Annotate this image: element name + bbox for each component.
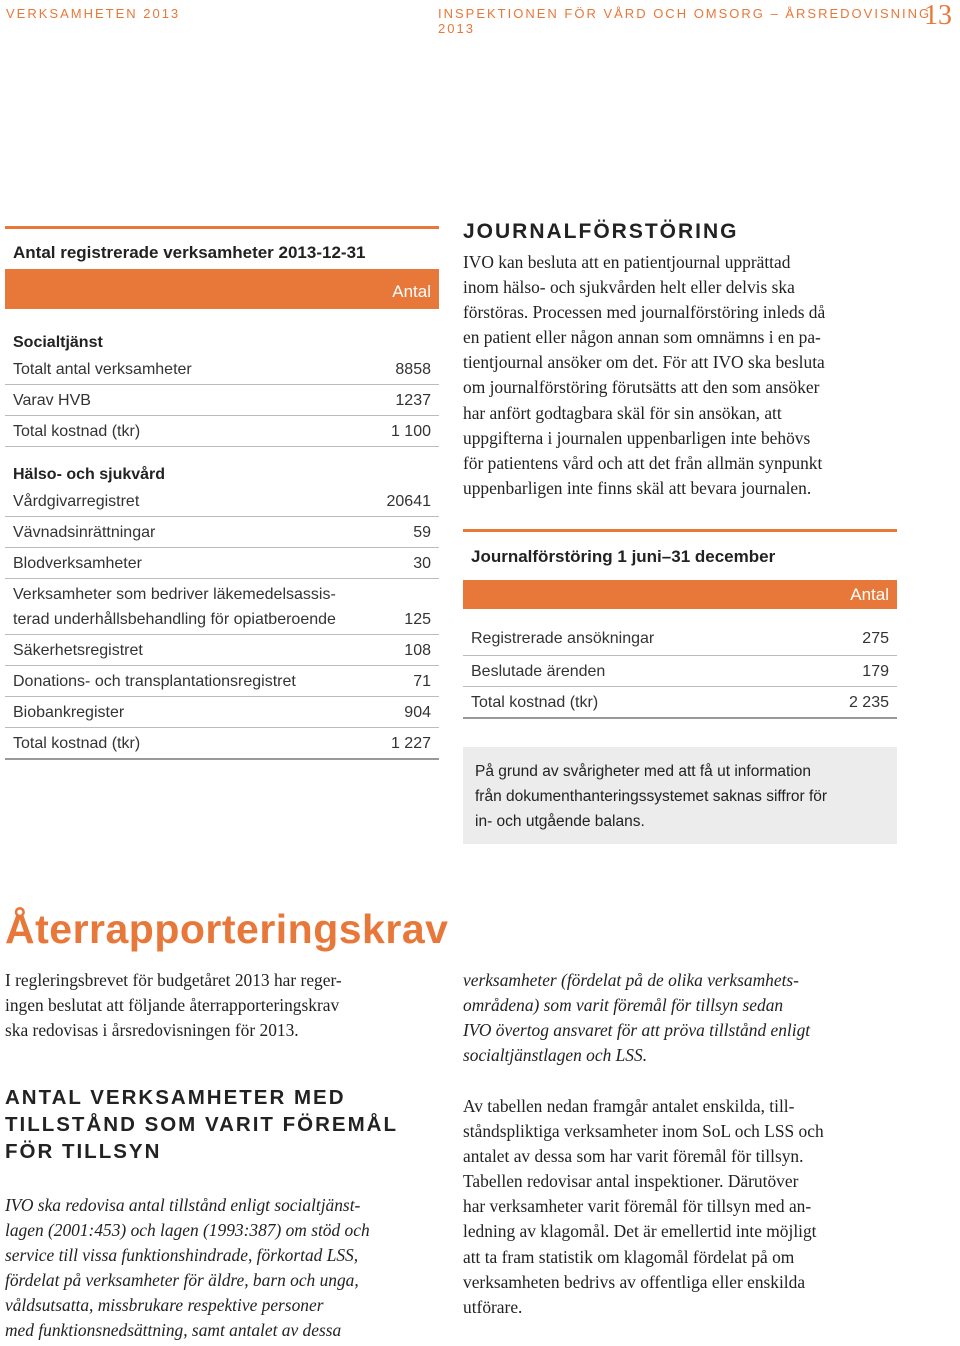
row-value: 275 — [862, 630, 889, 647]
row-value: 59 — [413, 524, 431, 541]
row-value: 179 — [862, 663, 889, 680]
row-value: 1 100 — [390, 423, 431, 440]
requirement-text-left: IVO ska redovisa antal tillstånd enligt socialtjänst- lagen (2001:453) och lagen (1993:387) om stöd och service till vissa funktionshindrade, förkortad LSS, fördelat på verksamheter för äldre, barn och unga, våldsutsatta, missbrukare respektive personer med funktionsnedsättning, samt antalet av dessa — [5, 1195, 370, 1341]
journal-heading: JOURNALFÖRSTÖRING — [463, 220, 739, 243]
table-row — [5, 666, 439, 697]
row-label: Beslutade ärenden — [471, 663, 606, 680]
table-row — [463, 625, 897, 656]
row-label: Biobankregister — [13, 704, 125, 721]
table-row — [5, 697, 439, 728]
journal-body: IVO kan besluta att en patientjournal upprättad inom hälso- och sjukvården helt eller delvis ska förstöras. Processen med journalförstöring inleds då en patient eller någon annan som omnämns i en pa- tientjournal ansöker om det. För att IVO ska besluta om journalförstöring förutsätts att den som ansöker har anfört godtagbara skäl för sin ansökan, att uppgifterna i journalen uppenbarligen inte behövs för patientens vård och att det från allmän synpunkt uppenbarligen inte finns skäl att bevara journalen. — [463, 252, 826, 498]
page-number: 13 — [924, 0, 952, 31]
table-row — [5, 548, 439, 579]
table-row — [5, 486, 439, 517]
table-column-header: Antal — [463, 580, 897, 609]
row-label: Total kostnad (tkr) — [13, 423, 141, 440]
row-label: Totalt antal verksamheter — [13, 361, 192, 378]
table-row — [463, 656, 897, 687]
row-value: 20641 — [386, 493, 431, 510]
running-header-right: INSPEKTIONEN FÖR VÅRD OCH OMSORG – ÅRSREDOVISNING 2013 — [438, 6, 932, 36]
subsection-heading: ANTAL VERKSAMHETER MED TILLSTÅND SOM VARIT FÖREMÅL FÖR TILLSYN — [5, 1086, 398, 1163]
row-value: 2 235 — [848, 694, 889, 711]
row-label: Varav HVB — [13, 392, 91, 409]
row-value: 30 — [413, 555, 431, 572]
row-label: Vårdgivarregistret — [13, 493, 140, 510]
row-label: Total kostnad (tkr) — [13, 735, 141, 752]
table-column-header: Antal — [5, 269, 439, 309]
row-label: Blodverksamheter — [13, 555, 142, 572]
section-heading: Hälso- och sjukvård — [13, 466, 166, 483]
table-row — [5, 416, 439, 447]
table-row — [5, 635, 439, 666]
journal-table — [463, 529, 897, 719]
row-label: Vävnadsinrättningar — [13, 524, 156, 541]
row-value: 125 — [404, 611, 431, 628]
row-label: Total kostnad (tkr) — [471, 694, 599, 711]
row-value: 108 — [404, 642, 431, 659]
table-row-total — [5, 728, 439, 760]
row-label: Verksamheter som bedriver läkemedelsassis- terad underhållsbehandling för opiatberoende — [13, 586, 336, 628]
row-value: 8858 — [395, 361, 431, 378]
explanation-paragraph: Av tabellen nedan framgår antalet enskilda, till- ståndspliktiga verksamheter inom SoL och LSS och antalet av dessa som har varit föremål för tillsyn. Tabellen redovisar antal inspektioner. Därutöver har verksamheter varit föremål för tillsyn med an- ledning av klagomål. Det är emellertid inte möjligt att ta fram statistik om klagomål fördelat på om verksamheten bedrivs av offentliga eller enskilda utförare. — [463, 1096, 824, 1317]
registered-operations-table — [5, 226, 439, 760]
row-label: Säkerhetsregistret — [13, 642, 143, 659]
requirement-text-right: verksamheter (fördelat på de olika verksamhets- områdena) som varit föremål för tillsyn sedan IVO övertog ansvaret för att pröva tillstånd enligt socialtjänstlagen och LSS. — [463, 970, 811, 1066]
row-value: 1237 — [395, 392, 431, 409]
row-label: Donations- och transplantationsregistret — [13, 673, 296, 690]
table-row — [5, 385, 439, 416]
table-row — [5, 517, 439, 548]
table-row — [5, 354, 439, 385]
intro-paragraph: I regleringsbrevet för budgetåret 2013 har reger- ingen beslutat att följande återrapporteringskrav ska redovisas i årsredovisningen för 2013. — [5, 970, 342, 1041]
row-value: 904 — [404, 704, 431, 721]
table-title: Antal registrerade verksamheter 2013-12-31 — [13, 243, 366, 262]
table-row-total — [463, 687, 897, 719]
section-title: Återrapporteringskrav — [5, 906, 449, 952]
table-title: Journalförstöring 1 juni–31 december — [471, 547, 776, 566]
row-value: 1 227 — [390, 735, 431, 752]
row-label: Registrerade ansökningar — [471, 630, 655, 647]
running-header-left: VERKSAMHETEN 2013 — [6, 6, 181, 21]
section-heading: Socialtjänst — [13, 334, 103, 351]
table-row — [5, 579, 439, 635]
row-value: 71 — [413, 673, 431, 690]
note-box: På grund av svårigheter med att få ut information från dokumenthanteringssystemet saknas siffror för in- och utgående balans. — [463, 747, 897, 844]
